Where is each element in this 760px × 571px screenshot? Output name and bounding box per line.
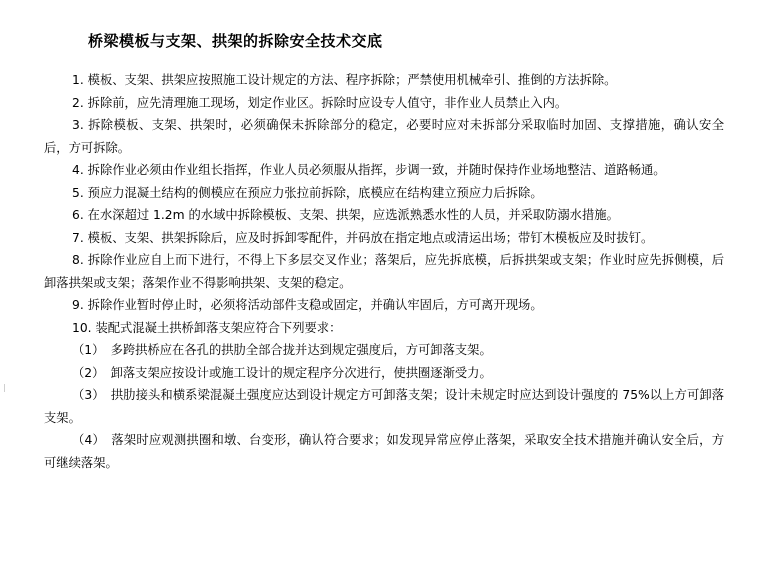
document-body bbox=[44, 69, 724, 474]
paragraph-4: 4. 拆除作业必须由作业组长指挥，作业人员必须服从指挥，步调一致，并随时保持作业场地整洁、道路畅通。 bbox=[72, 163, 666, 177]
sub-item-3: （3） 拱肋接头和横系梁混凝土强度应达到设计规定方可卸落支架；设计未规定时应达到设计强度的 75%以上方可卸落支架。 bbox=[44, 388, 724, 425]
paragraph-3: 3. 拆除模板、支架、拱架时，必须确保未拆除部分的稳定，必要时应对未拆部分采取临时加固、支撑措施，确认安全后，方可拆除。 bbox=[44, 118, 724, 155]
sub-item-1: （1） 多跨拱桥应在各孔的拱肋全部合拢并达到规定强度后，方可卸落支架。 bbox=[72, 343, 492, 357]
paragraph-5: 5. 预应力混凝土结构的侧模应在预应力张拉前拆除，底模应在结构建立预应力后拆除。 bbox=[72, 185, 543, 200]
margin-mark bbox=[4, 384, 5, 392]
paragraph-7: 7. 模板、支架、拱架拆除后，应及时拆卸零配件，并码放在指定地点或清运出场；带钉木模板应及时拔钉。 bbox=[72, 230, 654, 245]
document-title: 桥梁模板与支架、拱架的拆除安全技术交底 bbox=[88, 32, 383, 50]
sub-item-4: （4） 落架时应观测拱圈和墩、台变形，确认符合要求；如发现异常应停止落架，采取安全技术措施并确认安全后，方可继续落架。 bbox=[44, 433, 724, 470]
paragraph-8: 8. 拆除作业应自上而下进行，不得上下多层交叉作业；落架后，应先拆底模，后拆拱架或支架；作业时应先拆侧模，后卸落拱架或支架；落架作业不得影响拱架、支架的稳定。 bbox=[44, 253, 724, 290]
paragraph-1: 1. 模板、支架、拱架应按照施工设计规定的方法、程序拆除；严禁使用机械牵引、推倒的方法拆除。 bbox=[72, 73, 617, 87]
paragraph-9: 9. 拆除作业暂时停止时，必须将活动部件支稳或固定，并确认牢固后，方可离开现场。 bbox=[72, 298, 543, 312]
paragraph-10: 10. 装配式混凝土拱桥卸落支架应符合下列要求： bbox=[72, 320, 342, 335]
paragraph-2: 2. 拆除前，应先清理施工现场，划定作业区。拆除时应设专人值守，非作业人员禁止入内。 bbox=[72, 95, 568, 110]
sub-item-2: （2） 卸落支架应按设计或施工设计的规定程序分次进行，使拱圈逐渐受力。 bbox=[72, 365, 492, 380]
paragraph-6: 6. 在水深超过 1.2m 的水域中拆除模板、支架、拱架，应选派熟悉水性的人员，并采取防溺水措施。 bbox=[72, 208, 619, 222]
